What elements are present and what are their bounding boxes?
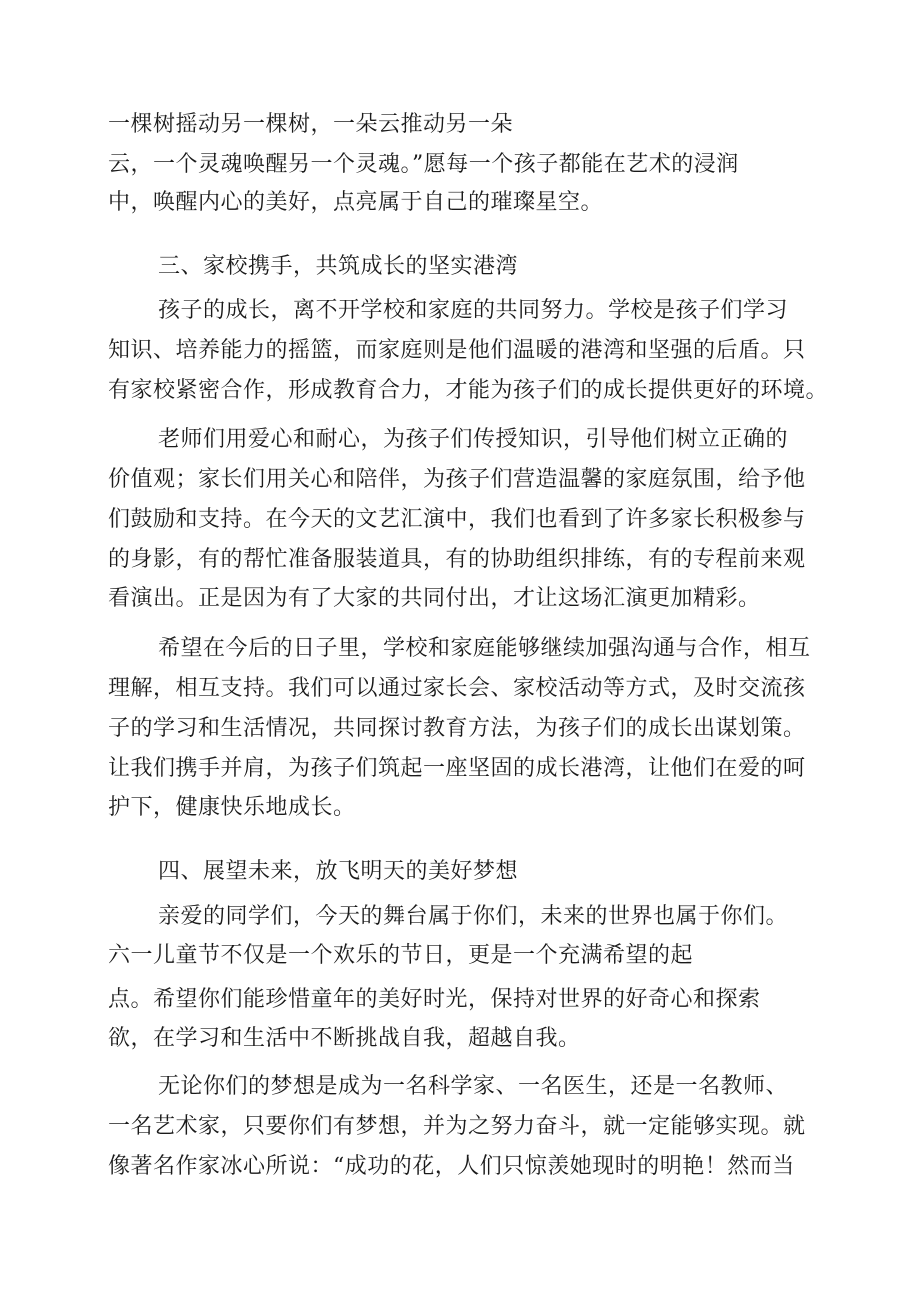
paragraph-3-line-2: 价值观；家长们用关心和陪伴，为孩子们营造温馨的家庭氛围，给予他 — [108, 467, 806, 492]
paragraph-1-line-2: 云，一个灵魂唤醒另一个灵魂。”愿每一个孩子都能在艺术的浸润 — [108, 152, 739, 177]
paragraph-3-line-5: 看演出。正是因为有了大家的共同付出，才让这场汇演更加精彩。 — [108, 586, 761, 611]
paragraph-5-line-4: 欲，在学习和生活中不断挑战自我，超越自我。 — [108, 1026, 581, 1051]
paragraph-5-line-2: 六一儿童节不仅是一个欢乐的节日，更是一个充满希望的起 — [108, 943, 694, 968]
paragraph-1-line-1: 一棵树摇动另一棵树，一朵云推动另一朵 — [108, 112, 514, 137]
paragraph-6-line-3: 像著名作家冰心所说：“成功的花，人们只惊羡她现时的明艳！然而当 — [108, 1154, 795, 1179]
paragraph-4-line-3: 子的学习和生活情况，共同探讨教育方法，为孩子们的成长出谋划策。 — [108, 716, 806, 741]
paragraph-3-line-4: 的身影，有的帮忙准备服装道具，有的协助组织排练，有的专程前来观 — [108, 547, 806, 572]
paragraph-3-line-1: 老师们用爱心和耐心，为孩子们传授知识，引导他们树立正确的 — [158, 427, 789, 452]
section-heading-3: 三、家校携手，共筑成长的坚实港湾 — [158, 254, 519, 279]
paragraph-2-line-1: 孩子的成长，离不开学校和家庭的共同努力。学校是孩子们学习 — [158, 298, 789, 323]
paragraph-3-line-3: 们鼓励和支持。在今天的文艺汇演中，我们也看到了许多家长积极参与 — [108, 507, 806, 532]
paragraph-2-line-3: 有家校紧密合作，形成教育合力，才能为孩子们的成长提供更好的环境。 — [108, 378, 829, 403]
section-heading-4: 四、展望未来，放飞明天的美好梦想 — [158, 859, 519, 884]
paragraph-4-line-5: 护下，健康快乐地成长。 — [108, 795, 356, 820]
paragraph-5-line-1: 亲爱的同学们，今天的舞台属于你们，未来的世界也属于你们。 — [158, 904, 789, 929]
paragraph-4-line-2: 理解，相互支持。我们可以通过家长会、家校活动等方式，及时交流孩 — [108, 676, 806, 701]
paragraph-1-line-3: 中，唤醒内心的美好，点亮属于自己的璀璨星空。 — [108, 190, 604, 215]
paragraph-2-line-2: 知识、培养能力的摇篮，而家庭则是他们温暖的港湾和坚强的后盾。只 — [108, 338, 806, 363]
paragraph-6-line-2: 一名艺术家，只要你们有梦想，并为之努力奋斗，就一定能够实现。就 — [108, 1114, 806, 1139]
paragraph-6-line-1: 无论你们的梦想是成为一名科学家、一名医生，还是一名教师、 — [158, 1074, 789, 1099]
paragraph-5-line-3: 点。希望你们能珍惜童年的美好时光，保持对世界的好奇心和探索 — [108, 987, 761, 1012]
paragraph-4-line-1: 希望在今后的日子里，学校和家庭能够继续加强沟通与合作，相互 — [158, 636, 811, 661]
paragraph-4-line-4: 让我们携手并肩，为孩子们筑起一座坚固的成长港湾，让他们在爱的呵 — [108, 756, 806, 781]
